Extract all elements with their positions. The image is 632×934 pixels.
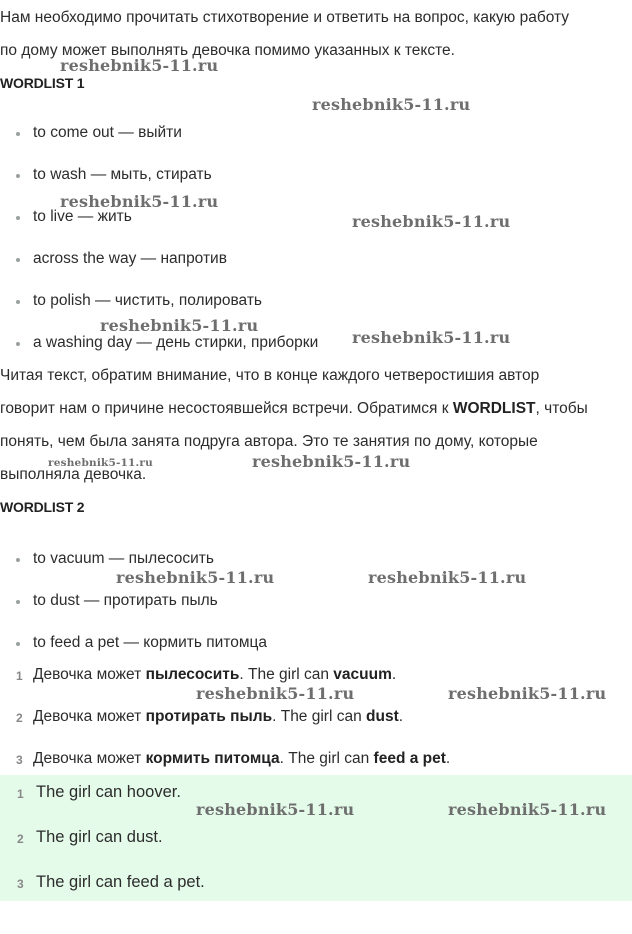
answer-number: 2 (17, 832, 24, 846)
list-item: to feed a pet — кормить питомца (33, 634, 268, 651)
watermark: reshebnik5-11.ru (196, 800, 355, 819)
step-number: 2 (16, 711, 23, 725)
intro-line-2: по дому может выполнять девочка помимо указанных к тексте. (0, 42, 455, 59)
list-item: to live — жить (33, 208, 132, 225)
watermark: reshebnik5-11.ru (100, 316, 259, 335)
watermark: reshebnik5-11.ru (116, 568, 275, 587)
bullet-icon (16, 558, 20, 562)
watermark: reshebnik5-11.ru (312, 95, 471, 114)
bullet-icon (16, 642, 20, 646)
watermark: reshebnik5-11.ru (352, 328, 511, 347)
list-item: across the way — напротив (33, 250, 227, 267)
watermark: reshebnik5-11.ru (60, 192, 219, 211)
step-number: 1 (16, 669, 23, 683)
list-item: to polish — чистить, полировать (33, 292, 263, 309)
watermark: reshebnik5-11.ru (48, 457, 153, 469)
watermark: reshebnik5-11.ru (448, 800, 607, 819)
watermark: reshebnik5-11.ru (252, 452, 411, 471)
bullet-icon (16, 342, 20, 346)
answer-item: The girl can dust. (36, 828, 163, 846)
step-item: Девочка может протирать пыль. The girl can dust. (33, 708, 404, 725)
watermark: reshebnik5-11.ru (352, 212, 511, 231)
bullet-icon (16, 216, 20, 220)
list-item: to wash — мыть, стирать (33, 166, 212, 183)
answer-item: The girl can feed a pet. (36, 873, 205, 891)
paragraph-line-3: понять, чем была занята подруга автора. Это те занятия по дому, которые (0, 433, 538, 450)
watermark: reshebnik5-11.ru (448, 684, 607, 703)
watermark: reshebnik5-11.ru (368, 568, 527, 587)
intro-line-1: Нам необходимо прочитать стихотворение и ответить на вопрос, какую работу (0, 9, 570, 26)
bullet-icon (16, 174, 20, 178)
list-item: to vacuum — пылесосить (33, 550, 214, 567)
step-item: Девочка может кормить питомца. The girl can feed a pet. (33, 750, 451, 767)
paragraph-line-4: выполняла девочка. (0, 466, 147, 483)
wordlist-reference: WORDLIST (452, 400, 536, 417)
step-number: 3 (16, 753, 23, 767)
list-item: a washing day — день стирки, приборки (33, 334, 319, 351)
watermark: reshebnik5-11.ru (60, 56, 219, 75)
answer-number: 3 (17, 877, 24, 891)
wordlist-1-title: WORDLIST 1 (0, 75, 85, 91)
answer-box (0, 775, 632, 901)
watermark: reshebnik5-11.ru (196, 684, 355, 703)
bullet-icon (16, 258, 20, 262)
bullet-icon (16, 600, 20, 604)
step-item: Девочка может пылесосить. The girl can vacuum. (33, 666, 397, 683)
paragraph-line-1: Читая текст, обратим внимание, что в конце каждого четверостишия автор (0, 367, 540, 384)
list-item: to dust — протирать пыль (33, 592, 218, 609)
answer-number: 1 (17, 787, 24, 801)
list-item: to come out — выйти (33, 124, 182, 141)
paragraph-line-2: говорит нам о причине несостоявшейся встречи. Обратимся к WORDLIST, чтобы (0, 400, 588, 417)
bullet-icon (16, 132, 20, 136)
bullet-icon (16, 300, 20, 304)
answer-item: The girl can hoover. (36, 783, 181, 801)
wordlist-2-title: WORDLIST 2 (0, 499, 85, 515)
